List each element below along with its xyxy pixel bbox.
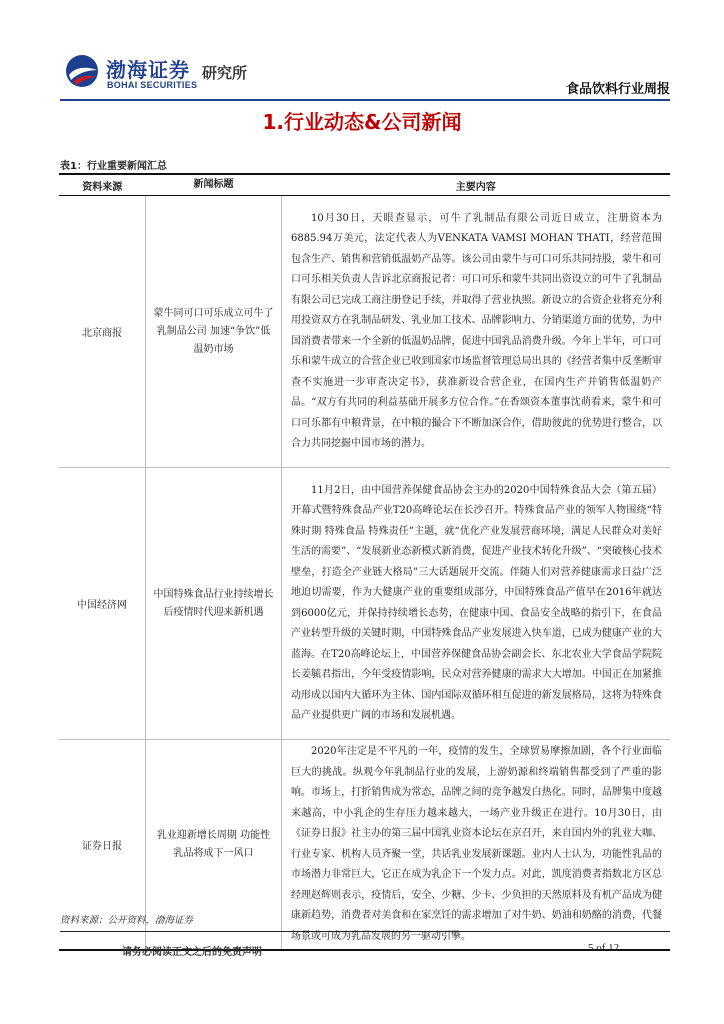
row-title: 乳业迎新增长周期 功能性乳品将成下一风口 [146, 740, 282, 951]
news-table [59, 173, 670, 951]
row-title: 中国特殊食品行业持续增长 后疫情时代迎来新机遇 [146, 468, 282, 740]
row-content: 11月2日，由中国营养保健食品协会主办的2020中国特殊食品大会（第五届）开幕式暨特殊食品产业T20高峰论坛在长沙召开。特殊食品产业的领军人物围绕“特殊时期 特殊食品 特殊责任”主题，就“优化产业发展营商环境，满足人民群众对美好生活的需要”、“发展新业态新模式新消费，促进产业技术转化升级”、“突破核心技术壁垒，打造全产业链大格局”三大话题展开交流。伴随人们对营养健康需求日益广泛地迫切需要，作为大健康产业的重要组成部分，中国特殊食品产值早在2016年就达到6000亿元，并保持持续增长态势，在健康中国、食品安全战略的指引下，在食品产业转型升级的关键时期，中国特殊食品产业发展进入快车道，已成为健康产业的大蓝海。在T20高峰论坛上，中国营养保健食品协会副会长、东北农业大学食品学院院长姜毓君指出，今年受疫情影响，民众对营养健康的需求大大增加。中国正在加紧推动形成以国内大循环为主体、国内国际双循环相互促进的新发展格局，这将为特殊食品产业提供更广阔的市场和发展机遇。 [282, 468, 671, 740]
report-name: 食品饮料行业周报 [565, 82, 670, 97]
bohai-logo-icon [64, 53, 100, 89]
row-content: 2020年注定是不平凡的一年，疫情的发生，全球贸易摩擦加剧，各个行业面临巨大的挑战。纵观今年乳制品行业的发展，上游奶源和终端销售都受到了严重的影响。市场上，打折销售成为常态，品牌之间的竞争越发白热化。同时，品牌集中度越来越高，中小乳企的生存压力越来越大，一场产业升级正在进行。10月30日，由《证券日报》社主办的第三届中国乳业资本论坛在京召开，来自国内外的乳业大咖、行业专家、机构人员齐聚一堂，共话乳业发展新课题。业内人士认为，功能性乳品的市场潜力非常巨大，它正在成为乳企下一个发力点。对此，凯度消费者指数北方区总经理赵辉则表示，疫情后，安全、少糖、少卡、少负担的天然原料及有机产品成为健康新趋势，消费者对美食和在家烹饪的需求增加了对牛奶、奶油和奶酪的消费，代餐场景或可成为乳品发展的另一驱动引擎。 [282, 740, 671, 951]
table-header-row [59, 174, 670, 196]
row-title: 蒙牛同可口可乐成立可牛了乳制品公司 加速“争饮”低温奶市场 [146, 196, 282, 468]
table-row [59, 196, 670, 468]
column-header-title: 新闻标题 [146, 174, 282, 196]
disclaimer-text: 请务必阅读正文之后的免责声明 [122, 947, 262, 958]
table-row [59, 468, 670, 740]
row-source: 北京商报 [59, 196, 146, 468]
page-header [60, 50, 670, 102]
column-header-source: 资料来源 [59, 174, 146, 196]
header-divider [60, 99, 670, 101]
institute-label: 研究所 [202, 64, 248, 82]
source-note: 资料来源：公开资料，渤海证券 [60, 915, 194, 926]
row-source: 证券日报 [59, 740, 146, 951]
section-title: 1.行业动态&公司新闻 [262, 110, 462, 134]
footer-divider [60, 931, 670, 932]
table-caption: 表1：行业重要新闻汇总 [60, 161, 167, 172]
column-header-content: 主要内容 [282, 174, 671, 196]
logo-chinese-name: 渤海证券 [106, 58, 190, 82]
row-source: 中国经济网 [59, 468, 146, 740]
logo-english-name: BOHAI SECURITIES [107, 80, 198, 90]
row-content: 10月30日，天眼查显示，可牛了乳制品有限公司近日成立，注册资本为6885.94万美元，法定代表人为VENKATA VAMSI MOHAN THATI，经营范围包含生产、销售和营销低温奶产品等。该公司由蒙牛与可口可乐共同持股，蒙牛和可口可乐相关负责人告诉北京商报记者：可口可乐和蒙牛共同出资设立的可牛了乳制品有限公司已完成工商注册登记手续，并取得了营业执照。新设立的合资企业将充分利用投资双方在乳制品研发、乳业加工技术、品牌影响力、分销渠道方面的优势，为中国消费者带来一个全新的低温奶品牌，促进中国乳品消费升级。今年上半年，可口可乐和蒙牛成立的合营企业已收到国家市场监督管理总局出具的《经营者集中反垄断审查不实施进一步审查决定书》，获准新设合营企业，在国内生产并销售低温奶产品。“双方有共同的利益基础开展多方位合作。”在香颂资本董事沈萌看来，蒙牛和可口可乐都有中粮背景，在中粮的撮合下不断加深合作，借助彼此的优势进行整合，以合力共同挖掘中国市场的潜力。 [282, 196, 671, 468]
page-number: 5 of 12 [588, 942, 620, 954]
